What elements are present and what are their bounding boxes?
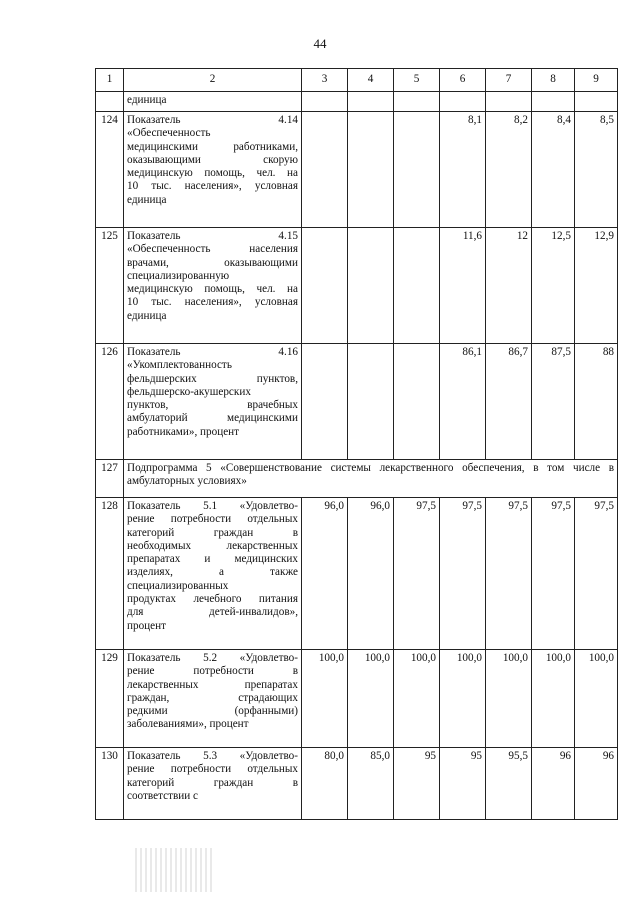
description-line: Показатель 5.3 «Удовлетво- <box>127 750 298 762</box>
value-cell <box>532 92 575 112</box>
description-line: рение потребности в <box>127 665 298 678</box>
value-cell: 8,5 <box>575 112 618 228</box>
value-cell <box>486 92 532 112</box>
value-cell: 97,5 <box>486 498 532 650</box>
value-cell: 97,5 <box>394 498 440 650</box>
description-line: «Обеспеченность <box>127 127 211 140</box>
value-cell <box>394 228 440 344</box>
value-cell: 100,0 <box>440 650 486 748</box>
page-number: 44 <box>313 36 327 51</box>
indicator-description <box>124 498 302 650</box>
value-cell: 100,0 <box>486 650 532 748</box>
column-header: 5 <box>394 69 440 92</box>
table-row <box>96 650 618 748</box>
value-cell: 85,0 <box>348 748 394 820</box>
value-cell: 12,9 <box>575 228 618 344</box>
scan-smudge <box>135 848 215 892</box>
description-line: специализированных <box>127 579 229 592</box>
column-header: 8 <box>532 69 575 92</box>
indicator-description <box>124 748 302 820</box>
table-row <box>96 112 618 228</box>
description-line: необходимых лекарственных <box>127 539 298 552</box>
description-line: медицинскую помощь, чел. на <box>127 167 298 180</box>
value-cell <box>302 228 348 344</box>
description-line: единица <box>127 309 167 322</box>
table-row <box>96 460 618 498</box>
value-cell <box>302 112 348 228</box>
value-cell: 12,5 <box>532 228 575 344</box>
subprogram-title: Подпрограмма 5 «Совершенствование системы лекарственного обеспечения, в том числе в амбулаторных условиях» <box>124 460 618 498</box>
description-line: пунктов, врачебных <box>127 399 298 412</box>
value-cell <box>348 92 394 112</box>
row-number: 130 <box>96 748 124 820</box>
value-cell: 11,6 <box>440 228 486 344</box>
table-row <box>96 498 618 650</box>
description-line: категорий граждан в <box>127 526 298 539</box>
value-cell: 100,0 <box>532 650 575 748</box>
indicator-table <box>95 68 618 820</box>
indicator-word: Показатель <box>127 230 181 242</box>
value-cell <box>575 92 618 112</box>
column-header: 9 <box>575 69 618 92</box>
value-cell: 100,0 <box>394 650 440 748</box>
column-header: 2 <box>124 69 302 92</box>
description-line: изделиях, а также <box>127 566 298 579</box>
description-line: единица <box>127 193 167 206</box>
description-line: процент <box>127 619 167 632</box>
value-cell: 12 <box>486 228 532 344</box>
value-cell <box>348 344 394 460</box>
value-cell: 95,5 <box>486 748 532 820</box>
table-row <box>96 228 618 344</box>
description-line: 10 тыс. населения», условная <box>127 180 298 193</box>
value-cell: 8,2 <box>486 112 532 228</box>
value-cell: 96 <box>575 748 618 820</box>
value-cell: 80,0 <box>302 748 348 820</box>
description-line: «Обеспеченность населения <box>127 243 298 256</box>
description-line: амбулаторий медицинскими <box>127 412 298 425</box>
table-row <box>96 748 618 820</box>
description-line: оказывающими скорую <box>127 153 298 166</box>
description-line: специализированную <box>127 269 230 282</box>
column-header: 4 <box>348 69 394 92</box>
value-cell: 100,0 <box>348 650 394 748</box>
column-header: 6 <box>440 69 486 92</box>
row-number <box>96 92 124 112</box>
value-cell: 96 <box>532 748 575 820</box>
description-line: редкими (орфанными) <box>127 705 298 718</box>
column-header: 3 <box>302 69 348 92</box>
value-cell: 96,0 <box>302 498 348 650</box>
description-line: лекарственных препаратах <box>127 678 298 691</box>
row-number: 124 <box>96 112 124 228</box>
value-cell <box>394 112 440 228</box>
description-line: работниками», процент <box>127 425 240 438</box>
description-line: рение потребности отдельных <box>127 763 298 776</box>
indicator-description <box>124 344 302 460</box>
value-cell: 8,4 <box>532 112 575 228</box>
description-line: для детей-инвалидов», <box>127 606 298 619</box>
indicator-word: Показатель <box>127 114 181 126</box>
description-line: фельдшерско-акушерских <box>127 385 251 398</box>
value-cell: 8,1 <box>440 112 486 228</box>
column-header: 1 <box>96 69 124 92</box>
value-cell <box>348 228 394 344</box>
description-line: Показатель 5.1 «Удовлетво- <box>127 500 298 512</box>
description-line: категорий граждан в <box>127 776 298 789</box>
value-cell <box>302 344 348 460</box>
value-cell: 95 <box>394 748 440 820</box>
row-number: 126 <box>96 344 124 460</box>
description-line: врачами, оказывающими <box>127 256 298 269</box>
description-line: 10 тыс. населения», условная <box>127 296 298 309</box>
indicator-word: Показатель <box>127 346 181 358</box>
column-header: 7 <box>486 69 532 92</box>
indicator-label-line <box>127 346 298 359</box>
indicator-description <box>124 112 302 228</box>
table-header-row <box>96 69 618 92</box>
indicator-code: 4.14 <box>278 114 298 126</box>
row-number: 125 <box>96 228 124 344</box>
description-line: препаратах и медицинских <box>127 553 298 566</box>
indicator-description <box>124 92 302 112</box>
row-number: 128 <box>96 498 124 650</box>
description-line: заболеваниями», процент <box>127 718 249 731</box>
value-cell: 100,0 <box>575 650 618 748</box>
value-cell: 86,7 <box>486 344 532 460</box>
description-line: фельдшерских пунктов, <box>127 372 298 385</box>
row-number: 129 <box>96 650 124 748</box>
value-cell <box>348 112 394 228</box>
value-cell <box>302 92 348 112</box>
value-cell: 88 <box>575 344 618 460</box>
value-cell: 96,0 <box>348 498 394 650</box>
row-number: 127 <box>96 460 124 498</box>
value-cell: 97,5 <box>532 498 575 650</box>
value-cell: 87,5 <box>532 344 575 460</box>
table-row <box>96 92 618 112</box>
description-line: медицинскую помощь, чел. на <box>127 283 298 296</box>
value-cell <box>394 344 440 460</box>
description-line: медицинскими работниками, <box>127 140 298 153</box>
description-line: продуктах лечебного питания <box>127 593 298 606</box>
description-line: соответствии с <box>127 789 198 802</box>
value-cell: 100,0 <box>302 650 348 748</box>
indicator-description <box>124 650 302 748</box>
indicator-label-line <box>127 114 298 127</box>
indicator-label-line <box>127 230 298 243</box>
description-line: граждан, страдающих <box>127 691 298 704</box>
description-line: «Укомплектованность <box>127 359 232 372</box>
value-cell: 86,1 <box>440 344 486 460</box>
value-cell <box>394 92 440 112</box>
value-cell: 97,5 <box>575 498 618 650</box>
description-line: единица <box>127 94 167 106</box>
indicator-description <box>124 228 302 344</box>
value-cell: 95 <box>440 748 486 820</box>
table-row <box>96 344 618 460</box>
indicator-code: 4.16 <box>278 346 298 358</box>
indicator-code: 4.15 <box>278 230 298 242</box>
value-cell <box>440 92 486 112</box>
value-cell: 97,5 <box>440 498 486 650</box>
description-line: Показатель 5.2 «Удовлетво- <box>127 652 298 664</box>
description-line: рение потребности отдельных <box>127 513 298 526</box>
